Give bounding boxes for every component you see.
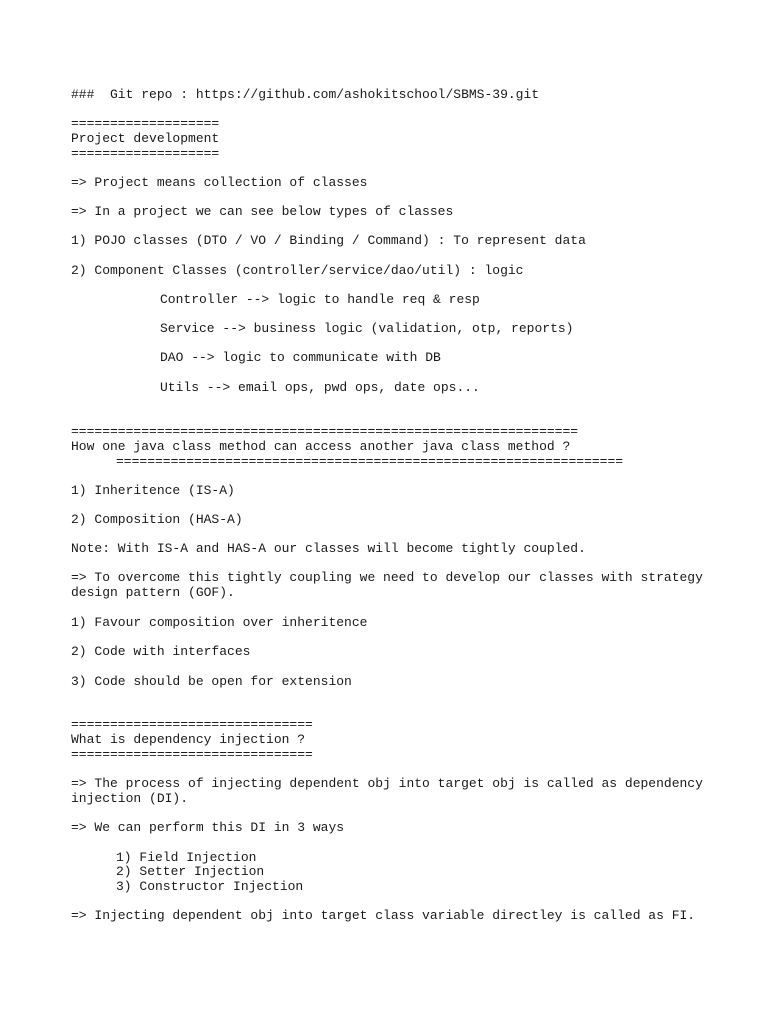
section-rule: ===============================: [71, 717, 313, 732]
text-line: => We can perform this DI in 3 ways: [71, 820, 345, 835]
list-item: 2) Composition (HAS-A): [71, 512, 243, 527]
list-item: 1) POJO classes (DTO / VO / Binding / Command) : To represent data: [71, 233, 586, 248]
section-title: What is dependency injection ?: [71, 732, 306, 747]
list-item: 1) Inheritence (IS-A): [71, 483, 235, 498]
list-item: 3) Constructor Injection: [116, 879, 304, 894]
component-item: Service --> business logic (validation, otp, reports): [160, 321, 574, 336]
list-item: 1) Favour composition over inheritence: [71, 615, 368, 630]
list-item: 1) Field Injection: [116, 850, 257, 865]
section-rule: =================================================================: [71, 424, 579, 439]
text-line: injection (DI).: [71, 791, 189, 806]
section-title: How one java class method can access another java class method ?: [71, 439, 571, 454]
section-title: Project development: [71, 131, 220, 146]
text-line: design pattern (GOF).: [71, 585, 235, 600]
list-item: 2) Setter Injection: [116, 864, 265, 879]
list-item: 2) Component Classes (controller/service/dao/util) : logic: [71, 263, 524, 278]
text-line: => Project means collection of classes: [71, 175, 368, 190]
component-item: Utils --> email ops, pwd ops, date ops...: [160, 380, 480, 395]
section-rule: ===================: [71, 146, 220, 161]
text-line: => To overcome this tightly coupling we need to develop our classes with strategy: [71, 570, 703, 585]
section-rule: =================================================================: [116, 454, 624, 469]
section-rule: ===================: [71, 116, 220, 131]
text-line: => In a project we can see below types of classes: [71, 204, 454, 219]
list-item: 2) Code with interfaces: [71, 644, 251, 659]
note-line: Note: With IS-A and HAS-A our classes will become tightly coupled.: [71, 541, 586, 556]
text-line: => Injecting dependent obj into target class variable directley is called as FI.: [71, 908, 696, 923]
component-item: DAO --> logic to communicate with DB: [160, 350, 441, 365]
section-rule: ===============================: [71, 747, 313, 762]
text-line: => The process of injecting dependent obj into target obj is called as dependency: [71, 776, 703, 791]
list-item: 3) Code should be open for extension: [71, 674, 352, 689]
git-repo-line: ### Git repo : https://github.com/ashokitschool/SBMS-39.git: [71, 87, 540, 102]
component-item: Controller --> logic to handle req & resp: [160, 292, 480, 307]
